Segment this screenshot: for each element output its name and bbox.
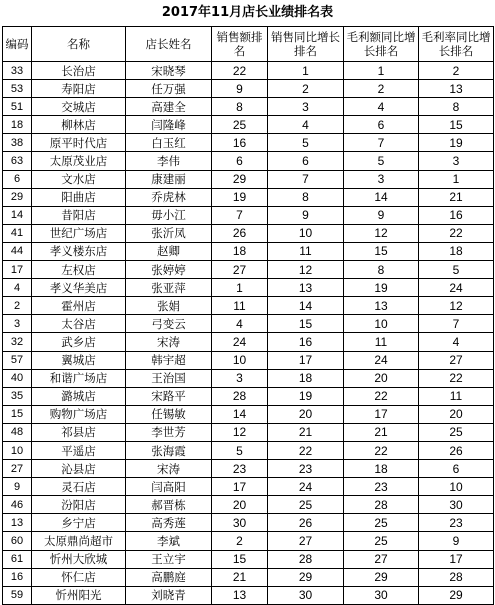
cell-manager-name: 宋路平	[126, 387, 212, 405]
table-row	[3, 261, 494, 279]
cell-manager-name: 乔虎林	[126, 188, 212, 206]
cell-sales-rank: 18	[212, 242, 268, 260]
cell-manager-name: 王立宇	[126, 550, 212, 568]
cell-gross-margin-growth-rank: 27	[419, 351, 494, 369]
cell-manager-name: 张沂凤	[126, 224, 212, 242]
ranking-table	[2, 26, 494, 605]
table-row	[3, 586, 494, 604]
table-row	[3, 98, 494, 116]
cell-manager-name: 韩宇超	[126, 351, 212, 369]
table-row	[3, 62, 494, 80]
cell-store-name: 交城店	[32, 98, 126, 116]
cell-code: 51	[3, 98, 32, 116]
header-manager-name: 店长姓名	[126, 27, 212, 62]
cell-manager-name: 弓变云	[126, 315, 212, 333]
table-row	[3, 441, 494, 459]
cell-gross-profit-growth-rank: 10	[344, 315, 419, 333]
cell-gross-margin-growth-rank: 6	[419, 460, 494, 478]
cell-gross-profit-growth-rank: 4	[344, 98, 419, 116]
cell-gross-margin-growth-rank: 21	[419, 188, 494, 206]
cell-gross-profit-growth-rank: 9	[344, 206, 419, 224]
cell-sales-rank: 6	[212, 152, 268, 170]
cell-code: 3	[3, 315, 32, 333]
cell-sales-rank: 30	[212, 514, 268, 532]
cell-gross-profit-growth-rank: 21	[344, 423, 419, 441]
cell-code: 16	[3, 568, 32, 586]
cell-store-name: 乡宁店	[32, 514, 126, 532]
cell-gross-profit-growth-rank: 17	[344, 405, 419, 423]
cell-sales-growth-rank: 8	[268, 188, 344, 206]
cell-store-name: 太原鼎尚超市	[32, 532, 126, 550]
cell-gross-margin-growth-rank: 17	[419, 550, 494, 568]
cell-gross-profit-growth-rank: 25	[344, 514, 419, 532]
cell-sales-growth-rank: 2	[268, 80, 344, 98]
cell-gross-margin-growth-rank: 19	[419, 134, 494, 152]
cell-sales-rank: 2	[212, 532, 268, 550]
cell-store-name: 怀仁店	[32, 568, 126, 586]
cell-code: 41	[3, 224, 32, 242]
cell-code: 40	[3, 369, 32, 387]
cell-sales-growth-rank: 5	[268, 134, 344, 152]
table-row	[3, 170, 494, 188]
cell-sales-rank: 16	[212, 134, 268, 152]
cell-sales-growth-rank: 25	[268, 496, 344, 514]
cell-gross-margin-growth-rank: 26	[419, 441, 494, 459]
cell-store-name: 平遥店	[32, 441, 126, 459]
cell-sales-growth-rank: 1	[268, 62, 344, 80]
cell-sales-rank: 10	[212, 351, 268, 369]
cell-code: 61	[3, 550, 32, 568]
cell-store-name: 购物广场店	[32, 405, 126, 423]
cell-manager-name: 闫隆峰	[126, 116, 212, 134]
cell-gross-profit-growth-rank: 8	[344, 261, 419, 279]
cell-gross-margin-growth-rank: 11	[419, 387, 494, 405]
cell-manager-name: 任锡敏	[126, 405, 212, 423]
table-row	[3, 478, 494, 496]
cell-manager-name: 李世芳	[126, 423, 212, 441]
header-sales-rank: 销售额排名	[212, 27, 268, 62]
cell-store-name: 翼城店	[32, 351, 126, 369]
table-row	[3, 568, 494, 586]
cell-sales-rank: 9	[212, 80, 268, 98]
cell-sales-rank: 4	[212, 315, 268, 333]
cell-sales-growth-rank: 4	[268, 116, 344, 134]
cell-store-name: 潞城店	[32, 387, 126, 405]
cell-sales-rank: 8	[212, 98, 268, 116]
cell-store-name: 世纪广场店	[32, 224, 126, 242]
cell-gross-margin-growth-rank: 10	[419, 478, 494, 496]
table-row	[3, 423, 494, 441]
cell-sales-growth-rank: 7	[268, 170, 344, 188]
cell-store-name: 左权店	[32, 261, 126, 279]
cell-gross-profit-growth-rank: 20	[344, 369, 419, 387]
cell-gross-margin-growth-rank: 2	[419, 62, 494, 80]
cell-sales-rank: 29	[212, 170, 268, 188]
cell-sales-rank: 17	[212, 478, 268, 496]
cell-store-name: 阳曲店	[32, 188, 126, 206]
cell-gross-profit-growth-rank: 25	[344, 532, 419, 550]
cell-gross-profit-growth-rank: 24	[344, 351, 419, 369]
table-row	[3, 496, 494, 514]
cell-gross-margin-growth-rank: 15	[419, 116, 494, 134]
cell-manager-name: 王治国	[126, 369, 212, 387]
cell-gross-margin-growth-rank: 16	[419, 206, 494, 224]
cell-sales-growth-rank: 28	[268, 550, 344, 568]
cell-gross-margin-growth-rank: 9	[419, 532, 494, 550]
cell-store-name: 原平时代店	[32, 134, 126, 152]
cell-store-name: 祁县店	[32, 423, 126, 441]
cell-manager-name: 宋涛	[126, 460, 212, 478]
cell-manager-name: 李斌	[126, 532, 212, 550]
table-row	[3, 333, 494, 351]
cell-code: 18	[3, 116, 32, 134]
cell-gross-margin-growth-rank: 13	[419, 80, 494, 98]
sheet-title: 2017年11月店长业绩排名表	[161, 5, 334, 20]
cell-store-name: 霍州店	[32, 297, 126, 315]
table-body	[3, 62, 494, 605]
cell-store-name: 太谷店	[32, 315, 126, 333]
cell-gross-margin-growth-rank: 30	[419, 496, 494, 514]
cell-code: 10	[3, 441, 32, 459]
cell-code: 9	[3, 478, 32, 496]
cell-sales-rank: 26	[212, 224, 268, 242]
cell-gross-profit-growth-rank: 1	[344, 62, 419, 80]
cell-store-name: 沁县店	[32, 460, 126, 478]
table-row	[3, 242, 494, 260]
cell-code: 63	[3, 152, 32, 170]
cell-manager-name: 张娟	[126, 297, 212, 315]
cell-manager-name: 郝晋栋	[126, 496, 212, 514]
table-row	[3, 405, 494, 423]
cell-sales-growth-rank: 14	[268, 297, 344, 315]
cell-store-name: 长治店	[32, 62, 126, 80]
cell-store-name: 柳林店	[32, 116, 126, 134]
table-row	[3, 514, 494, 532]
cell-manager-name: 张婷婷	[126, 261, 212, 279]
cell-sales-growth-rank: 21	[268, 423, 344, 441]
cell-code: 2	[3, 297, 32, 315]
cell-gross-margin-growth-rank: 12	[419, 297, 494, 315]
cell-gross-margin-growth-rank: 29	[419, 586, 494, 604]
table-row	[3, 80, 494, 98]
table-row	[3, 315, 494, 333]
cell-gross-profit-growth-rank: 14	[344, 188, 419, 206]
cell-sales-growth-rank: 27	[268, 532, 344, 550]
cell-code: 15	[3, 405, 32, 423]
cell-manager-name: 赵卿	[126, 242, 212, 260]
cell-code: 17	[3, 261, 32, 279]
cell-sales-growth-rank: 19	[268, 387, 344, 405]
cell-manager-name: 宋涛	[126, 333, 212, 351]
cell-sales-rank: 5	[212, 441, 268, 459]
cell-sales-rank: 14	[212, 405, 268, 423]
cell-gross-margin-growth-rank: 8	[419, 98, 494, 116]
cell-store-name: 汾阳店	[32, 496, 126, 514]
cell-sales-rank: 25	[212, 116, 268, 134]
cell-gross-margin-growth-rank: 5	[419, 261, 494, 279]
cell-gross-profit-growth-rank: 30	[344, 586, 419, 604]
cell-store-name: 寿阳店	[32, 80, 126, 98]
cell-sales-rank: 20	[212, 496, 268, 514]
cell-store-name: 和谐广场店	[32, 369, 126, 387]
cell-gross-profit-growth-rank: 18	[344, 460, 419, 478]
cell-sales-growth-rank: 26	[268, 514, 344, 532]
table-row	[3, 387, 494, 405]
cell-gross-margin-growth-rank: 3	[419, 152, 494, 170]
cell-gross-profit-growth-rank: 3	[344, 170, 419, 188]
header-gross-profit-growth-rank: 毛利额同比增长排名	[344, 27, 419, 62]
cell-gross-margin-growth-rank: 25	[419, 423, 494, 441]
cell-gross-margin-growth-rank: 20	[419, 405, 494, 423]
cell-store-name: 孝义华美店	[32, 279, 126, 297]
cell-manager-name: 任万强	[126, 80, 212, 98]
cell-gross-profit-growth-rank: 7	[344, 134, 419, 152]
cell-gross-margin-growth-rank: 18	[419, 242, 494, 260]
cell-sales-rank: 22	[212, 62, 268, 80]
cell-sales-rank: 7	[212, 206, 268, 224]
cell-sales-growth-rank: 12	[268, 261, 344, 279]
cell-gross-profit-growth-rank: 27	[344, 550, 419, 568]
cell-sales-growth-rank: 9	[268, 206, 344, 224]
table-row	[3, 351, 494, 369]
cell-code: 14	[3, 206, 32, 224]
cell-store-name: 昔阳店	[32, 206, 126, 224]
cell-manager-name: 康建丽	[126, 170, 212, 188]
cell-manager-name: 毋小江	[126, 206, 212, 224]
cell-sales-growth-rank: 24	[268, 478, 344, 496]
cell-sales-growth-rank: 16	[268, 333, 344, 351]
cell-sales-rank: 21	[212, 568, 268, 586]
table-row	[3, 152, 494, 170]
cell-gross-profit-growth-rank: 13	[344, 297, 419, 315]
cell-sales-rank: 1	[212, 279, 268, 297]
header-gross-margin-growth-rank: 毛利率同比增长排名	[419, 27, 494, 62]
cell-code: 60	[3, 532, 32, 550]
cell-code: 35	[3, 387, 32, 405]
cell-code: 57	[3, 351, 32, 369]
cell-gross-margin-growth-rank: 7	[419, 315, 494, 333]
cell-sales-growth-rank: 15	[268, 315, 344, 333]
cell-gross-margin-growth-rank: 28	[419, 568, 494, 586]
cell-sales-growth-rank: 6	[268, 152, 344, 170]
cell-gross-margin-growth-rank: 1	[419, 170, 494, 188]
table-row	[3, 206, 494, 224]
cell-sales-growth-rank: 13	[268, 279, 344, 297]
cell-gross-profit-growth-rank: 28	[344, 496, 419, 514]
cell-gross-profit-growth-rank: 29	[344, 568, 419, 586]
cell-store-name: 太原茂业店	[32, 152, 126, 170]
cell-sales-rank: 23	[212, 460, 268, 478]
cell-store-name: 忻州大欣城	[32, 550, 126, 568]
cell-store-name: 灵石店	[32, 478, 126, 496]
table-row	[3, 188, 494, 206]
cell-sales-rank: 24	[212, 333, 268, 351]
cell-manager-name: 闫高阳	[126, 478, 212, 496]
cell-manager-name: 李伟	[126, 152, 212, 170]
cell-gross-profit-growth-rank: 2	[344, 80, 419, 98]
cell-code: 48	[3, 423, 32, 441]
table-row	[3, 134, 494, 152]
cell-gross-profit-growth-rank: 5	[344, 152, 419, 170]
cell-gross-margin-growth-rank: 22	[419, 369, 494, 387]
table-row	[3, 116, 494, 134]
cell-manager-name: 张亚萍	[126, 279, 212, 297]
cell-manager-name: 张海霞	[126, 441, 212, 459]
cell-gross-margin-growth-rank: 23	[419, 514, 494, 532]
cell-code: 53	[3, 80, 32, 98]
cell-code: 33	[3, 62, 32, 80]
header-sales-growth-rank: 销售同比增长排名	[268, 27, 344, 62]
cell-store-name: 武乡店	[32, 333, 126, 351]
table-row	[3, 460, 494, 478]
cell-sales-growth-rank: 11	[268, 242, 344, 260]
cell-store-name: 孝义楼东店	[32, 242, 126, 260]
table-row	[3, 224, 494, 242]
cell-code: 59	[3, 586, 32, 604]
cell-sales-growth-rank: 18	[268, 369, 344, 387]
table-row	[3, 297, 494, 315]
cell-sales-growth-rank: 17	[268, 351, 344, 369]
cell-sales-rank: 19	[212, 188, 268, 206]
cell-gross-profit-growth-rank: 6	[344, 116, 419, 134]
header-code: 编码	[3, 27, 32, 62]
cell-sales-growth-rank: 22	[268, 441, 344, 459]
table-row	[3, 532, 494, 550]
cell-gross-profit-growth-rank: 23	[344, 478, 419, 496]
header-store-name: 名称	[32, 27, 126, 62]
cell-manager-name: 高建全	[126, 98, 212, 116]
cell-code: 32	[3, 333, 32, 351]
cell-gross-profit-growth-rank: 22	[344, 441, 419, 459]
cell-code: 27	[3, 460, 32, 478]
cell-code: 6	[3, 170, 32, 188]
cell-sales-rank: 27	[212, 261, 268, 279]
cell-code: 38	[3, 134, 32, 152]
table-row	[3, 369, 494, 387]
header-row	[3, 27, 494, 62]
cell-manager-name: 刘晓青	[126, 586, 212, 604]
cell-store-name: 忻州阳光	[32, 586, 126, 604]
table-row	[3, 279, 494, 297]
cell-sales-rank: 12	[212, 423, 268, 441]
cell-sales-growth-rank: 20	[268, 405, 344, 423]
cell-code: 29	[3, 188, 32, 206]
cell-gross-margin-growth-rank: 4	[419, 333, 494, 351]
cell-gross-profit-growth-rank: 19	[344, 279, 419, 297]
cell-manager-name: 高鹏庭	[126, 568, 212, 586]
cell-sales-rank: 3	[212, 369, 268, 387]
cell-code: 46	[3, 496, 32, 514]
cell-manager-name: 高秀莲	[126, 514, 212, 532]
cell-code: 4	[3, 279, 32, 297]
cell-sales-rank: 15	[212, 550, 268, 568]
cell-gross-margin-growth-rank: 22	[419, 224, 494, 242]
cell-manager-name: 宋晓琴	[126, 62, 212, 80]
cell-sales-growth-rank: 3	[268, 98, 344, 116]
cell-sales-rank: 11	[212, 297, 268, 315]
cell-gross-profit-growth-rank: 11	[344, 333, 419, 351]
cell-manager-name: 白玉红	[126, 134, 212, 152]
table-row	[3, 550, 494, 568]
cell-code: 44	[3, 242, 32, 260]
cell-sales-rank: 13	[212, 586, 268, 604]
cell-sales-rank: 28	[212, 387, 268, 405]
cell-sales-growth-rank: 10	[268, 224, 344, 242]
cell-gross-profit-growth-rank: 22	[344, 387, 419, 405]
cell-sales-growth-rank: 30	[268, 586, 344, 604]
cell-store-name: 文水店	[32, 170, 126, 188]
cell-gross-profit-growth-rank: 15	[344, 242, 419, 260]
cell-code: 13	[3, 514, 32, 532]
cell-sales-growth-rank: 29	[268, 568, 344, 586]
cell-gross-profit-growth-rank: 12	[344, 224, 419, 242]
cell-gross-margin-growth-rank: 24	[419, 279, 494, 297]
cell-sales-growth-rank: 23	[268, 460, 344, 478]
